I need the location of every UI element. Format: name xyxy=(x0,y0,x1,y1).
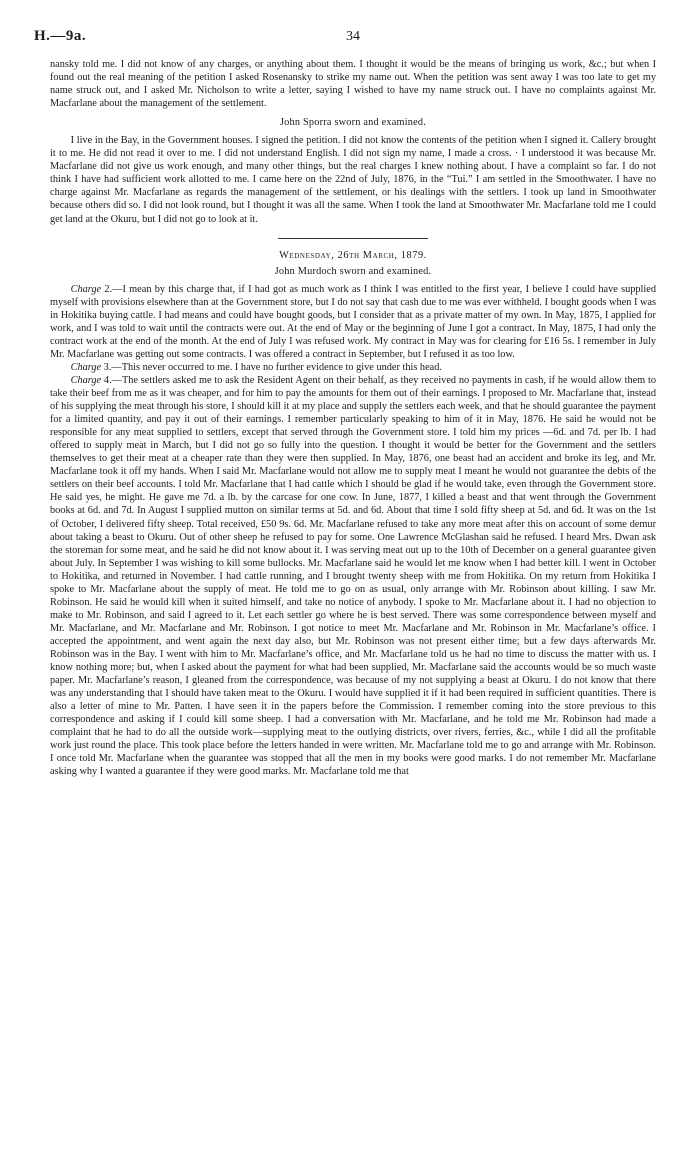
charge-label: Charge xyxy=(70,283,102,295)
continued-paragraph: nansky told me. I did not know of any charges, or anything about them. I thought it would be the means of bringing us work, &c.; but when I found out the real meaning of the petition I asked Rosenansky to strike my name out. When the petition was sent away I was too late to get my name struck out, and I asked Mr. Nicholson to write a letter, saying I wished to have my name struck out. I have no complaints against Mr. Macfarlane about the management of the settlement. xyxy=(50,59,656,110)
page-number: 34 xyxy=(346,29,360,44)
testimony-paragraph-sporra: I live in the Bay, in the Government houses. I signed the petition. I did not know the contents of the petition when I signed it. Callery brought it to me. He did not read it over to me. I did not understand English. I did not sign my name, I made a cross. · I understood it was because Mr. Macfarlane did not give us work enough, and many other things, but the real charges I knew nothing about. I have a complaint so far. I do not think I have had sufficient work allotted to me. I came here on the 22nd of July, 1876, in the “Tui.” I am settled in the Smoothwater. I have no charge against Mr. Macfarlane as regards the management of the settlement, or his dealings with the settlers. I took up land in Smoothwater because others did so. I did not look round, but I thought it was all the same. When I took the land at Smoothwater Mr. Macfarlane told me I could get land at the Okuru, but I did not go to look at it. xyxy=(50,135,656,225)
charge-text: 3.—This never occurred to me. I have no further evidence to give under this head. xyxy=(101,361,442,373)
witness-heading-text: John Sporra sworn and examined. xyxy=(279,117,427,129)
witness-heading-murdoch xyxy=(50,265,656,278)
charge-3-paragraph xyxy=(50,361,656,374)
witness-heading-text: John Murdoch sworn and examined. xyxy=(274,265,432,277)
charge-label: Charge xyxy=(70,374,102,386)
charge-text: 4.—The settlers asked me to ask the Resident Agent on their behalf, as they received no payments in cash, if he would allow them to take their beef from me as it was cheaper, and for him to pay the amounts for them out of their earnings. I proposed to Mr. Macfarlane that, instead of his supplying the meat through his store, I should kill it at my place and supply the settlers each week, and that he should guarantee the payment for a limited quantity, and pay it out of their earnings. I remember particularly speaking to him of it in May, 1876. He said he would not be responsible for any meat supplied to settlers, except that served through the Government store. I told him my prices —6d. and 7d. per lb. I had offered to supply meat in March, but I did not go so fully into the question. I thought it would be better for the Government and the settlers themselves to get their meat at a cheaper rate than they were then supplied. In May, 1876, one beast had an accident and broke its leg, and Mr. Macfarlane took it off my hands. When I said Mr. Macfarlane would not allow me to supply meat I meant he would not guarantee the debts of the settlers on their beef accounts. I told Mr. Macfarlane that I had cattle which I should be glad if he would take, even through the Government store. He said yes, he might. He gave me 7d. a lb. by the carcase for one cow. In June, 1877, I killed a beast and that went through the Government books at 6d. and 7d. In August I supplied mutton on similar terms at 5d. and 6d. About that time I sold fifty sheep at 5d. and 6d. It was on the 1st of October, I delivered fifty sheep. Total received, £50 9s. 6d. Mr. Macfarlane refused to take any more meat after this on account of some demur about taking a beast to Okuru. Out of other sheep he refused to pay for some. One Lawrence McGlashan said he refused. I heard Mrs. Dwan ask the storeman for some meat, and he said he did not know about it. I was serving meat out up to the 10th of December on a general guarantee given about July. In September I was wishing to kill some bullocks. Mr. Macfarlane said he would let me know when I had better kill. I went in October to Hokitika, and returned in November. I had cattle running, and I brought twenty sheep with me from Hokitika. On my return from Hokitika I spoke to Mr. Macfarlane about the supply of meat. He told me to go on as usual, only arrange with Mr. Robinson about killing. I saw Mr. Robinson. He said he would kill when it suited himself, and take no notice of anybody. I spoke to Mr. Macfarlane about it. I had no objection to make to Mr. Robinson, and said I agreed to it. Let each settler go where he is best served. There was some correspondence between myself and Mr. Macfarlane, and Mr. Macfarlane and Mr. Robinson. I got notice to meet Mr. Macfarlane and Mr. Robinson in Mr. Macfarlane’s office. I accepted the appointment, and went again the next day also, but Mr. Robinson was not present either time; but a few days afterwards Mr. Robinson was in the Bay. I went with him to Mr. Macfarlane’s office, and Mr. Macfarlane told us he had no time to discuss the matter with us. I know nothing more; but, when I asked about the payment for what had been supplied, Mr. Macfarlane said the accounts would be so much waste paper. Mr. Macfarlane’s reason, I gleaned from the correspondence, was because of my not supplying a beast at Okuru. I do not know that there was any understanding that I should have taken meat to the Okuru. I would have supplied it if it had been required in sufficient quantities. There is also a letter of mine to Mr. Patten. I have seen it in the papers before the Commission. I remember coming into the store previous to this correspondence and asking if I could kill some sheep. I had a conversation with Mr. Macfarlane, and he told me Mr. Robinson had made a complaint that he had to do all the outside work—supplying meat to the outlying districts, over rivers, ferries, &c., while I did all the profitable work just round the place. This took place before the letters handed in were written. Mr. Macfarlane told me to go and arrange with Mr. Robinson. I once told Mr. Macfarlane when the guarantee was stopped that all the men in my books were good marks. I do not remember Mr. Macfarlane asking why I wanted a guarantee if they were good marks. Mr. Macfarlane told me that xyxy=(50,374,656,778)
charge-4-paragraph xyxy=(50,374,656,778)
charge-text: 2.—I mean by this charge that, if I had got as much work as I think I was entitled to the first year, I believe I could have supplied myself with provisions elsewhere than at the Government store, but I do not say that cash due to me was ever withheld. I bought goods when I was in Hokitika buying cattle. I had means and could have bought goods, but I consider that as a private matter of my own. In May, 1875, I applied for work, and I was told to wait until the contracts were out. At the end of May or the beginning of June I got a contract. In May, 1875, I had only the contract work at the end of the month. At the end of July I was refused work. My contract in May was for clearing for £16 5s. I remember in July Mr. Macfarlane was getting out some contracts. I was offered a contract in September, but I refused it as too low. xyxy=(50,283,656,360)
section-divider xyxy=(278,238,428,239)
witness-heading-sporra xyxy=(50,116,656,129)
document-code: H.—9a. xyxy=(34,28,87,44)
date-heading: Wednesday, 26th March, 1879. xyxy=(279,249,427,261)
page-header xyxy=(34,28,656,58)
charge-2-paragraph xyxy=(50,283,656,361)
charge-label: Charge xyxy=(70,361,102,373)
